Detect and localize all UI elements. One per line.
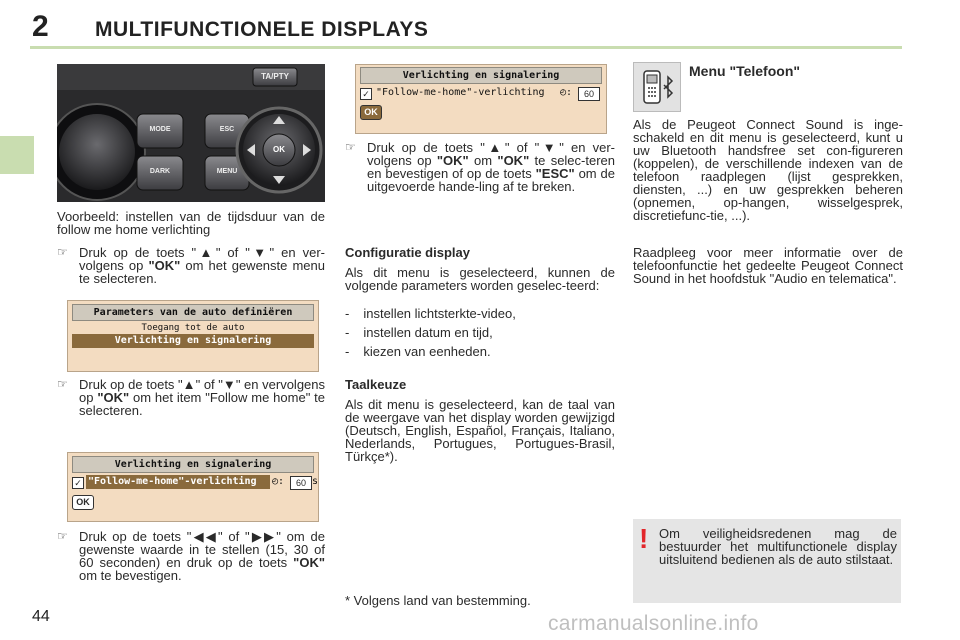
control-panel-photo — [57, 64, 325, 202]
screen-title: Verlichting en signalering — [72, 456, 314, 473]
fast-forward-icon: ▶▶ — [249, 529, 277, 544]
up-arrow-icon: ▲ — [182, 377, 196, 392]
ok-button-label: OK — [273, 145, 285, 154]
down-arrow-icon: ▼ — [222, 377, 236, 392]
instruction-step-2: ☞ Druk op de toets "▲" of "▼" en vervolgens op "OK" om het item "Follow me home" te selecteren. — [57, 377, 326, 418]
control-panel-illustration — [57, 64, 325, 202]
duration-value: 60 — [290, 476, 312, 490]
header-rule — [30, 46, 902, 49]
mode-button-label: MODE — [149, 126, 171, 133]
config-text: Als dit menu is geselecteerd, kunnen de volgende parameters worden geselec-teerd: — [345, 265, 615, 293]
screen-selected-row: Verlichting en signalering — [72, 334, 314, 348]
esc-button-label: ESC — [219, 126, 235, 133]
pointing-hand-icon: ☞ — [57, 377, 68, 391]
checkbox-icon: ✓ — [360, 88, 372, 100]
photo-caption: Voorbeeld: instellen van de tijdsduur van de follow me home verlichting — [57, 209, 325, 237]
instruction-step-1: ☞ Druk op de toets "▲" of "▼" en ver-volgens op "OK" om het gewenste menu te selecteren. — [57, 245, 325, 286]
watermark: carmanualsonline.info — [548, 612, 759, 635]
config-list — [345, 307, 615, 358]
screen-selected-row: "Follow-me-home"-verlichting — [86, 475, 270, 489]
down-arrow-icon: ▼ — [539, 140, 560, 155]
footnote: * Volgens land van bestemming. — [345, 593, 531, 608]
safety-note-box — [633, 519, 901, 603]
ok-button-icon: OK — [360, 105, 382, 120]
chapter-number: 2 — [32, 10, 49, 43]
chapter-title: MULTIFUNCTIONELE DISPLAYS — [95, 18, 429, 41]
down-arrow-icon: ▼ — [249, 245, 270, 260]
chapter-tab — [0, 136, 34, 174]
list-item: - instellen lichtsterkte-video, — [345, 306, 516, 321]
duration-value: 60 — [578, 87, 600, 101]
checkbox-icon: ✓ — [72, 477, 84, 489]
ta-pty-button-label: TA/PTY — [261, 72, 289, 81]
duration-unit: s — [312, 476, 319, 487]
pointing-hand-icon: ☞ — [57, 529, 68, 543]
list-item: - instellen datum en tijd, — [345, 325, 493, 340]
instruction-step-3: ☞ Druk op de toets "◀◀" of "▶▶" om de gewenste waarde in te stellen (15, 30 of 60 seconden) en druk op de toets "OK" om te bevestigen. — [57, 529, 325, 583]
language-text: Als dit menu is geselecteerd, kan de taal van de weergave van het display worden gewijzigd (Deutsch, English, Español, Français, Italiano, Nederlands, Portugues, Portugues-Brasil, Türkçe*). — [345, 397, 615, 464]
clock-icon: ◴: — [272, 476, 285, 487]
language-heading: Taalkeuze — [345, 377, 407, 392]
up-arrow-icon: ▲ — [484, 140, 505, 155]
list-item: - kiezen van eenheden. — [345, 344, 491, 359]
screen-title: Parameters van de auto definiëren — [72, 304, 314, 321]
warning-icon: ! — [639, 523, 649, 554]
dark-button-label: DARK — [149, 168, 171, 175]
screen-subtitle: Toegang tot de auto — [141, 323, 245, 333]
screen-title: Verlichting en signalering — [360, 67, 602, 84]
section-heading-phone: Menu "Telefoon" — [689, 63, 801, 79]
up-arrow-icon: ▲ — [196, 245, 216, 260]
screen-row: "Follow-me-home"-verlichting — [376, 87, 545, 98]
instruction-step-4: ☞ Druk op de toets "▲" of "▼" en ver-volgens op "OK" om "OK" te selec-teren en bevestigen of op de toets "ESC" om de uitgevoerde hande-ling af te breken. — [345, 140, 615, 194]
page-number: 44 — [32, 608, 50, 625]
config-heading: Configuratie display — [345, 245, 470, 260]
phone-illustration — [634, 63, 680, 111]
clock-icon: ◴: — [560, 87, 573, 98]
rewind-icon: ◀◀ — [191, 529, 218, 544]
pointing-hand-icon: ☞ — [345, 140, 356, 154]
display-screen-follow-me-home-2 — [355, 64, 607, 134]
safety-note-text: Om veiligheidsredenen mag de bestuurder het multifunctionele display uitsluitend bedienen als de auto stilstaat. — [659, 526, 897, 567]
pointing-hand-icon: ☞ — [57, 245, 68, 259]
bluetooth-phone-icon — [633, 62, 681, 112]
display-screen-parameters — [67, 300, 319, 372]
display-screen-follow-me-home — [67, 452, 319, 522]
menu-button-label: MENU — [216, 168, 238, 175]
phone-paragraph-2: Raadpleeg voor meer informatie over de telefoonfunctie het gedeelte Peugeot Connect Sound in het hoofdstuk "Audio en telematica". — [633, 245, 903, 286]
ok-button-icon: OK — [72, 495, 94, 510]
phone-paragraph-1: Als de Peugeot Connect Sound is inge-schakeld en dit menu is geselecteerd, kunt u uw Bluetooth handsfree set con-figureren (koppelen), de verschillende indexen van de telefoon raadplegen (lijst gesprekken, diensten, ...) en uw gesprekken beheren (opnemen, op-hangen, wisselgesprek, discretiefunc-tie, ...). — [633, 117, 903, 223]
